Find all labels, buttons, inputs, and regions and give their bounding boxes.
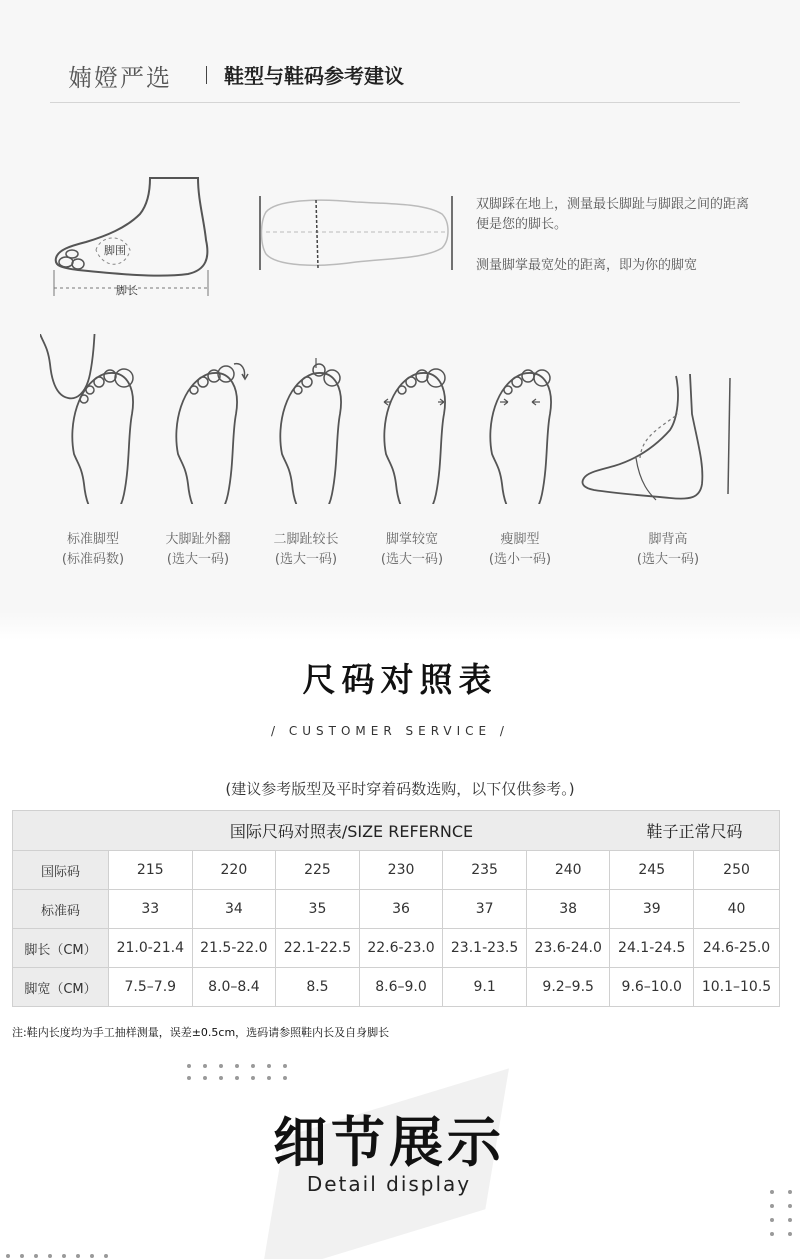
table-cell: 22.1-22.5 (276, 929, 360, 968)
table-header-row (13, 811, 780, 851)
measure-text-1: 双脚踩在地上，测量最长脚趾与脚跟之间的距离 (476, 197, 750, 212)
table-cell: 7.5–7.9 (109, 968, 193, 1007)
size-chart-subtitle: / CUSTOMER SERVICE / (271, 724, 509, 738)
foot-type-label-3 (256, 530, 356, 570)
table-cell: 220 (192, 851, 276, 890)
foot-type-advice: (选大一码) (380, 552, 444, 567)
bunion-foot-icon (176, 364, 248, 504)
detail-title: 细节展示 (273, 1111, 505, 1174)
table-cell: 225 (276, 851, 360, 890)
foot-type-advice: (选大一码) (166, 552, 230, 567)
foot-type-advice: (标准码数) (61, 552, 125, 567)
table-title-right: 鞋子正常尺码 (610, 811, 780, 851)
foot-type-name: 瘦脚型 (500, 532, 540, 547)
table-cell: 22.6-23.0 (359, 929, 443, 968)
decorative-dots-right (770, 1190, 792, 1236)
table-cell: 9.6–10.0 (610, 968, 694, 1007)
table-row (13, 968, 780, 1007)
table-cell: 9.2–9.5 (526, 968, 610, 1007)
row-label: 脚长（CM） (13, 929, 109, 968)
decorative-dots-top (187, 1064, 287, 1080)
foot-type-advice: (选大一码) (636, 552, 700, 567)
table-cell: 24.6-25.0 (694, 929, 780, 968)
header-divider (206, 66, 207, 84)
brand-name: 婻嬁严选 (68, 64, 172, 92)
table-cell: 37 (443, 890, 527, 929)
foot-side-illustration (48, 170, 218, 300)
table-cell: 39 (610, 890, 694, 929)
table-cell: 24.1-24.5 (610, 929, 694, 968)
foot-type-label-5 (470, 530, 570, 570)
foot-type-advice: (选大一码) (274, 552, 338, 567)
table-cell: 38 (526, 890, 610, 929)
row-label: 国际码 (13, 851, 109, 890)
high-instep-icon (582, 374, 730, 500)
measure-text-2: 便是您的脚长。 (476, 217, 568, 232)
girth-label: 脚围 (104, 244, 126, 257)
size-chart-title: 尺码对照表 (302, 660, 498, 699)
table-cell: 250 (694, 851, 780, 890)
foot-type-name: 脚掌较宽 (385, 532, 438, 547)
size-chart-note: (建议参考版型及平时穿着码数选购，以下仅供参考。) (225, 780, 575, 798)
length-label: 脚长 (116, 284, 138, 297)
table-cell: 8.0–8.4 (192, 968, 276, 1007)
table-cell: 245 (610, 851, 694, 890)
table-cell: 21.0-21.4 (109, 929, 193, 968)
table-cell: 8.6–9.0 (359, 968, 443, 1007)
table-cell: 35 (276, 890, 360, 929)
table-cell: 21.5-22.0 (192, 929, 276, 968)
page-subtitle: 鞋型与鞋码参考建议 (224, 64, 404, 88)
foot-type-label-1 (43, 530, 143, 570)
size-table (12, 810, 780, 1007)
header-rule (50, 102, 740, 103)
decorative-dots-bottom (6, 1254, 108, 1258)
table-row (13, 851, 780, 890)
table-cell: 9.1 (443, 968, 527, 1007)
foot-top-illustration (256, 192, 456, 274)
row-label: 脚宽（CM） (13, 968, 109, 1007)
foot-type-advice: (选小一码) (488, 552, 552, 567)
table-cell: 10.1–10.5 (694, 968, 780, 1007)
measure-text-3: 测量脚掌最宽处的距离，即为你的脚宽 (476, 258, 698, 273)
table-cell: 23.1-23.5 (443, 929, 527, 968)
wide-foot-icon (384, 369, 445, 504)
table-cell: 215 (109, 851, 193, 890)
table-row (13, 929, 780, 968)
foot-type-name: 标准脚型 (66, 532, 119, 547)
detail-subtitle: Detail display (306, 1172, 472, 1196)
foot-type-name: 大脚趾外翻 (165, 532, 231, 547)
table-cell: 8.5 (276, 968, 360, 1007)
standard-foot-icon (72, 369, 133, 504)
table-row (13, 890, 780, 929)
table-cell: 23.6-24.0 (526, 929, 610, 968)
table-cell: 235 (443, 851, 527, 890)
long-second-toe-icon (280, 358, 341, 504)
foot-type-icons (40, 334, 760, 504)
foot-type-label-4 (362, 530, 462, 570)
foot-type-name: 二脚趾较长 (273, 532, 339, 547)
table-cell: 34 (192, 890, 276, 929)
table-cell: 230 (359, 851, 443, 890)
foot-type-name: 脚背高 (648, 532, 688, 547)
table-cell: 40 (694, 890, 780, 929)
table-title: 国际尺码对照表/SIZE REFERNCE (13, 811, 610, 851)
slim-foot-icon (490, 370, 551, 504)
row-label: 标准码 (13, 890, 109, 929)
foot-type-label-6 (618, 530, 718, 570)
table-cell: 36 (359, 890, 443, 929)
foot-type-label-2 (148, 530, 248, 570)
table-cell: 33 (109, 890, 193, 929)
table-footnote: 注:鞋内长度均为手工抽样测量，误差±0.5cm，选码请参照鞋内长及自身脚长 (12, 1026, 390, 1039)
table-cell: 240 (526, 851, 610, 890)
